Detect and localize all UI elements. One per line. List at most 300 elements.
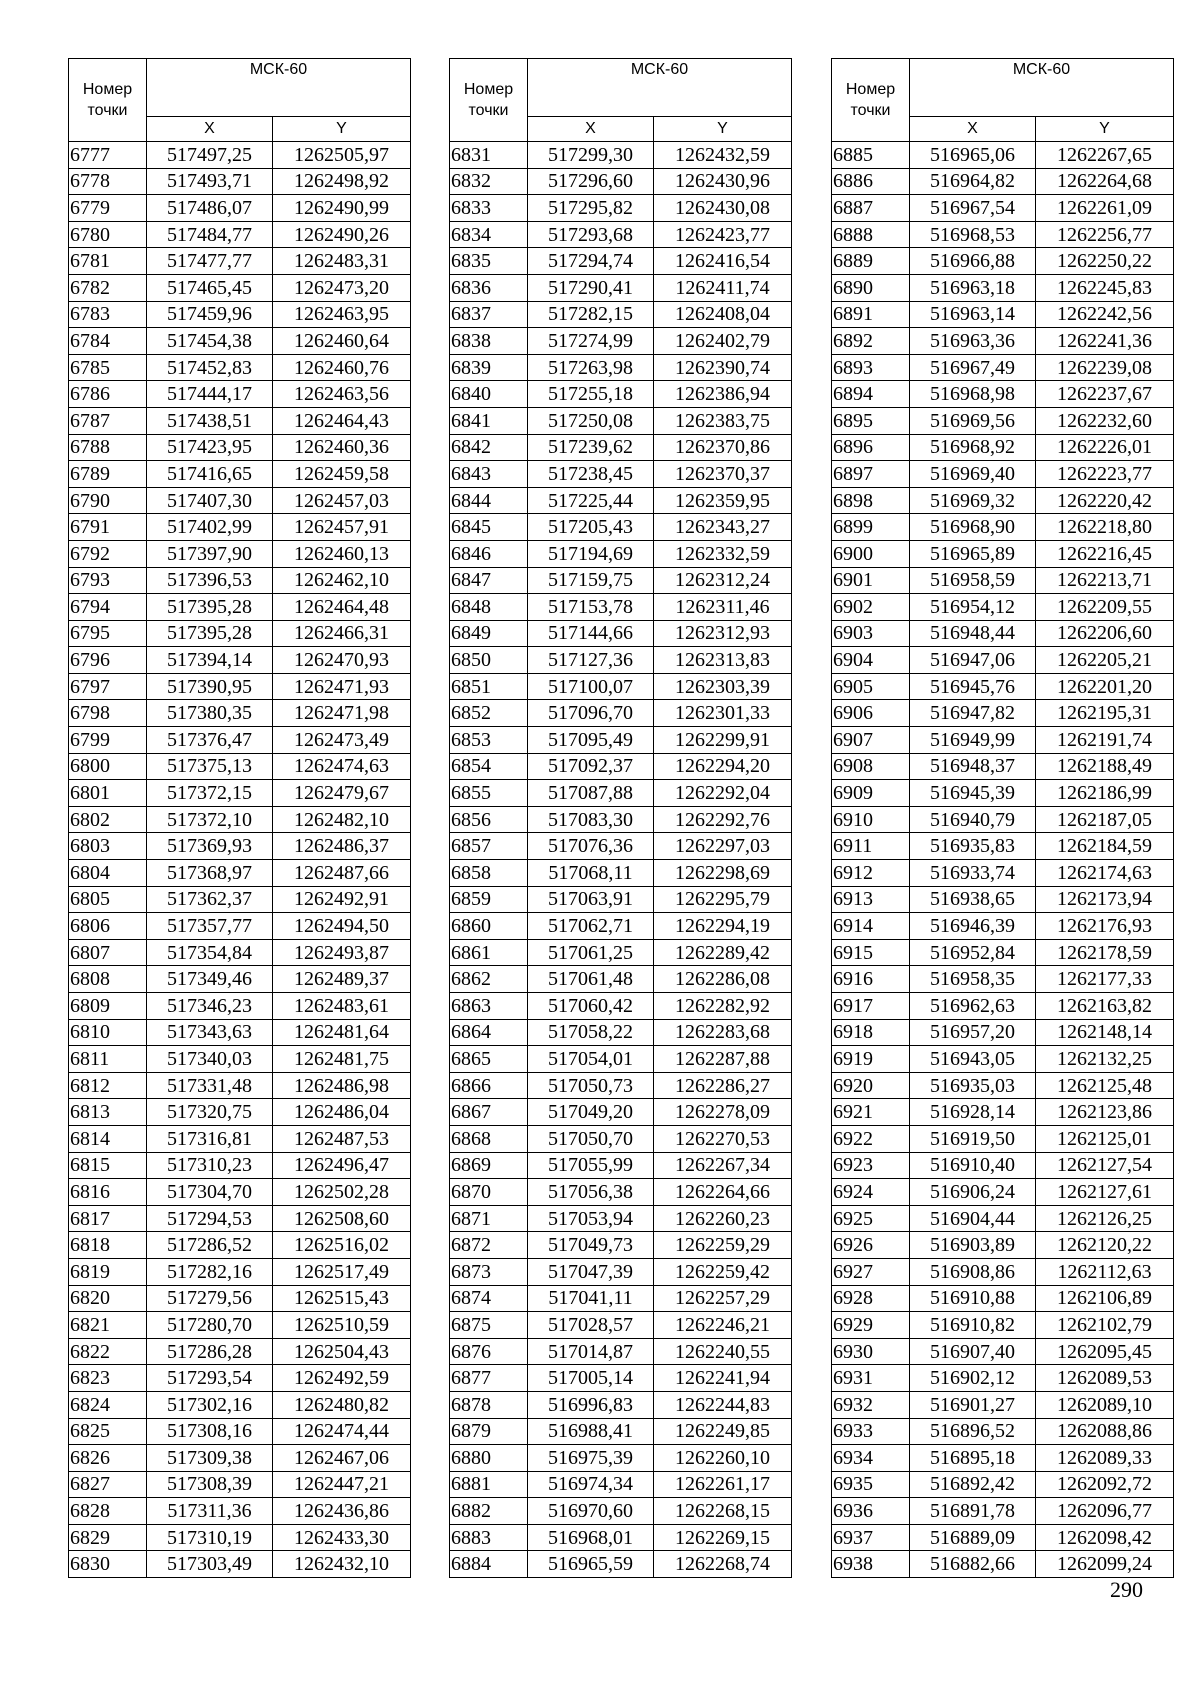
x-coordinate-cell: 517144,66	[528, 620, 654, 647]
x-coordinate-cell: 517083,30	[528, 806, 654, 833]
y-coordinate-cell: 1262294,20	[654, 753, 792, 780]
point-number-cell: 6802	[69, 806, 147, 833]
point-number-cell: 6794	[69, 594, 147, 621]
y-coordinate-cell: 1262270,53	[654, 1125, 792, 1152]
x-coordinate-cell: 517302,16	[147, 1391, 273, 1418]
y-coordinate-cell: 1262486,04	[273, 1099, 411, 1126]
point-number-cell: 6831	[450, 142, 528, 169]
x-coordinate-cell: 517346,23	[147, 993, 273, 1020]
y-coordinate-cell: 1262242,56	[1036, 301, 1174, 328]
y-coordinate-cell: 1262287,88	[654, 1046, 792, 1073]
x-coordinate-cell: 516962,63	[910, 993, 1036, 1020]
y-coordinate-cell: 1262269,15	[654, 1524, 792, 1551]
point-number-cell: 6917	[832, 993, 910, 1020]
y-coordinate-cell: 1262099,24	[1036, 1551, 1174, 1578]
x-coordinate-cell: 517299,30	[528, 142, 654, 169]
y-coordinate-cell: 1262213,71	[1036, 567, 1174, 594]
y-coordinate-cell: 1262089,53	[1036, 1365, 1174, 1392]
table-row	[450, 1179, 792, 1206]
x-coordinate-cell: 516958,35	[910, 966, 1036, 993]
point-number-cell: 6847	[450, 567, 528, 594]
y-coordinate-cell: 1262201,20	[1036, 673, 1174, 700]
y-coordinate-cell: 1262163,82	[1036, 993, 1174, 1020]
point-number-cell: 6814	[69, 1125, 147, 1152]
x-coordinate-cell: 517153,78	[528, 594, 654, 621]
point-number-cell: 6788	[69, 434, 147, 461]
y-coordinate-cell: 1262460,13	[273, 540, 411, 567]
point-number-cell: 6932	[832, 1391, 910, 1418]
y-coordinate-cell: 1262188,49	[1036, 753, 1174, 780]
y-coordinate-cell: 1262112,63	[1036, 1258, 1174, 1285]
x-coordinate-cell: 517402,99	[147, 514, 273, 541]
point-number-cell: 6870	[450, 1179, 528, 1206]
x-coordinate-cell: 516908,86	[910, 1258, 1036, 1285]
x-coordinate-cell: 517396,53	[147, 567, 273, 594]
y-coordinate-cell: 1262332,59	[654, 540, 792, 567]
table-row	[450, 939, 792, 966]
point-number-cell: 6795	[69, 620, 147, 647]
point-number-cell: 6926	[832, 1232, 910, 1259]
point-number-cell: 6880	[450, 1445, 528, 1472]
point-number-cell: 6879	[450, 1418, 528, 1445]
y-coordinate-cell: 1262492,59	[273, 1365, 411, 1392]
point-number-cell: 6836	[450, 274, 528, 301]
table-row	[69, 700, 411, 727]
point-number-cell: 6820	[69, 1285, 147, 1312]
point-number-cell: 6924	[832, 1179, 910, 1206]
point-number-cell: 6803	[69, 833, 147, 860]
x-coordinate-cell: 516945,39	[910, 780, 1036, 807]
x-coordinate-cell: 517290,41	[528, 274, 654, 301]
y-coordinate-cell: 1262106,89	[1036, 1285, 1174, 1312]
y-coordinate-cell: 1262390,74	[654, 354, 792, 381]
y-coordinate-cell: 1262241,36	[1036, 328, 1174, 355]
x-coordinate-cell: 517343,63	[147, 1019, 273, 1046]
y-coordinate-cell: 1262096,77	[1036, 1498, 1174, 1525]
table-row	[69, 381, 411, 408]
y-coordinate-cell: 1262487,66	[273, 860, 411, 887]
x-coordinate-cell: 517423,95	[147, 434, 273, 461]
table-row	[450, 487, 792, 514]
x-coordinate-cell: 517376,47	[147, 727, 273, 754]
y-coordinate-cell: 1262489,37	[273, 966, 411, 993]
x-coordinate-cell: 516969,40	[910, 461, 1036, 488]
table-row	[832, 620, 1174, 647]
x-coordinate-cell: 517061,48	[528, 966, 654, 993]
table-row	[450, 1445, 792, 1472]
point-number-cell: 6849	[450, 620, 528, 647]
point-number-cell: 6881	[450, 1471, 528, 1498]
point-number-cell: 6798	[69, 700, 147, 727]
y-coordinate-cell: 1262223,77	[1036, 461, 1174, 488]
x-coordinate-cell: 516947,82	[910, 700, 1036, 727]
point-number-cell: 6920	[832, 1072, 910, 1099]
point-number-cell: 6840	[450, 381, 528, 408]
y-coordinate-cell: 1262125,48	[1036, 1072, 1174, 1099]
y-coordinate-cell: 1262473,20	[273, 274, 411, 301]
table-row	[69, 1551, 411, 1578]
point-number-cell: 6936	[832, 1498, 910, 1525]
table-row	[450, 620, 792, 647]
x-coordinate-cell: 516891,78	[910, 1498, 1036, 1525]
table-row	[69, 407, 411, 434]
x-coordinate-cell: 517309,38	[147, 1445, 273, 1472]
point-number-cell: 6911	[832, 833, 910, 860]
x-coordinate-cell: 517390,95	[147, 673, 273, 700]
x-coordinate-cell: 517053,94	[528, 1205, 654, 1232]
x-coordinate-cell: 517282,16	[147, 1258, 273, 1285]
x-coordinate-cell: 516975,39	[528, 1445, 654, 1472]
point-number-cell: 6869	[450, 1152, 528, 1179]
y-coordinate-cell: 1262184,59	[1036, 833, 1174, 860]
x-coordinate-cell: 516968,98	[910, 381, 1036, 408]
point-number-cell: 6882	[450, 1498, 528, 1525]
x-coordinate-cell: 516946,39	[910, 913, 1036, 940]
point-number-cell: 6799	[69, 727, 147, 754]
table-row	[832, 860, 1174, 887]
y-coordinate-cell: 1262292,76	[654, 806, 792, 833]
y-coordinate-cell: 1262292,04	[654, 780, 792, 807]
y-coordinate-cell: 1262283,68	[654, 1019, 792, 1046]
table-row	[832, 1258, 1174, 1285]
y-header: Y	[1036, 117, 1174, 142]
point-number-cell: 6898	[832, 487, 910, 514]
table-row	[832, 993, 1174, 1020]
point-number-cell: 6925	[832, 1205, 910, 1232]
x-coordinate-cell: 517049,73	[528, 1232, 654, 1259]
y-coordinate-cell: 1262264,68	[1036, 168, 1174, 195]
x-coordinate-cell: 517407,30	[147, 487, 273, 514]
x-coordinate-cell: 517239,62	[528, 434, 654, 461]
point-number-cell: 6875	[450, 1312, 528, 1339]
table-row	[832, 434, 1174, 461]
x-coordinate-cell: 517055,99	[528, 1152, 654, 1179]
y-coordinate-cell: 1262259,42	[654, 1258, 792, 1285]
table-row	[832, 594, 1174, 621]
x-coordinate-cell: 516968,92	[910, 434, 1036, 461]
y-coordinate-cell: 1262195,31	[1036, 700, 1174, 727]
coordinate-system-header: МСК-60	[528, 59, 792, 117]
x-coordinate-cell: 517294,74	[528, 248, 654, 275]
point-number-cell: 6854	[450, 753, 528, 780]
x-coordinate-cell: 516966,88	[910, 248, 1036, 275]
table-row	[450, 1312, 792, 1339]
y-header: Y	[273, 117, 411, 142]
y-coordinate-cell: 1262416,54	[654, 248, 792, 275]
y-coordinate-cell: 1262370,86	[654, 434, 792, 461]
point-number-cell: 6837	[450, 301, 528, 328]
point-number-cell: 6790	[69, 487, 147, 514]
table-row	[450, 1418, 792, 1445]
table-row	[832, 700, 1174, 727]
x-coordinate-cell: 516970,60	[528, 1498, 654, 1525]
table-row	[69, 1338, 411, 1365]
table-row	[69, 1471, 411, 1498]
y-coordinate-cell: 1262481,64	[273, 1019, 411, 1046]
x-coordinate-cell: 517238,45	[528, 461, 654, 488]
table-row	[450, 1125, 792, 1152]
x-coordinate-cell: 516949,99	[910, 727, 1036, 754]
x-coordinate-cell: 517395,28	[147, 594, 273, 621]
y-coordinate-cell: 1262480,82	[273, 1391, 411, 1418]
point-number-cell: 6827	[69, 1471, 147, 1498]
point-number-header: Номер точки	[69, 59, 147, 142]
x-coordinate-cell: 517372,10	[147, 806, 273, 833]
table-row	[832, 727, 1174, 754]
point-number-cell: 6821	[69, 1312, 147, 1339]
y-coordinate-cell: 1262245,83	[1036, 274, 1174, 301]
point-number-cell: 6935	[832, 1471, 910, 1498]
y-coordinate-cell: 1262174,63	[1036, 860, 1174, 887]
y-coordinate-cell: 1262447,21	[273, 1471, 411, 1498]
y-coordinate-cell: 1262303,39	[654, 673, 792, 700]
table-row	[450, 833, 792, 860]
point-number-cell: 6859	[450, 886, 528, 913]
point-number-cell: 6873	[450, 1258, 528, 1285]
x-coordinate-cell: 516933,74	[910, 860, 1036, 887]
table-row	[450, 806, 792, 833]
x-coordinate-cell: 516968,53	[910, 221, 1036, 248]
point-number-cell: 6930	[832, 1338, 910, 1365]
table-row	[832, 540, 1174, 567]
table-row	[832, 274, 1174, 301]
x-coordinate-cell: 517041,11	[528, 1285, 654, 1312]
y-coordinate-cell: 1262250,22	[1036, 248, 1174, 275]
point-number-cell: 6819	[69, 1258, 147, 1285]
x-coordinate-cell: 516965,06	[910, 142, 1036, 169]
table-row	[69, 301, 411, 328]
table-row	[69, 142, 411, 169]
table-row	[832, 1046, 1174, 1073]
x-coordinate-cell: 517005,14	[528, 1365, 654, 1392]
x-coordinate-cell: 516969,56	[910, 407, 1036, 434]
y-coordinate-cell: 1262237,67	[1036, 381, 1174, 408]
point-number-cell: 6903	[832, 620, 910, 647]
x-coordinate-cell: 517454,38	[147, 328, 273, 355]
y-coordinate-cell: 1262286,27	[654, 1072, 792, 1099]
y-coordinate-cell: 1262311,46	[654, 594, 792, 621]
y-coordinate-cell: 1262132,25	[1036, 1046, 1174, 1073]
table-row	[69, 1312, 411, 1339]
table-row	[69, 1179, 411, 1206]
point-number-cell: 6841	[450, 407, 528, 434]
table-row	[450, 1471, 792, 1498]
y-coordinate-cell: 1262246,21	[654, 1312, 792, 1339]
x-coordinate-cell: 516889,09	[910, 1524, 1036, 1551]
y-coordinate-cell: 1262494,50	[273, 913, 411, 940]
table-row	[832, 647, 1174, 674]
point-number-cell: 6812	[69, 1072, 147, 1099]
table-row	[450, 1099, 792, 1126]
point-number-cell: 6896	[832, 434, 910, 461]
point-number-cell: 6806	[69, 913, 147, 940]
point-number-cell: 6809	[69, 993, 147, 1020]
y-coordinate-cell: 1262482,10	[273, 806, 411, 833]
x-coordinate-cell: 517096,70	[528, 700, 654, 727]
x-coordinate-cell: 516919,50	[910, 1125, 1036, 1152]
table-row	[69, 1365, 411, 1392]
y-coordinate-cell: 1262205,21	[1036, 647, 1174, 674]
coordinate-table-1	[68, 58, 411, 1578]
y-coordinate-cell: 1262430,96	[654, 168, 792, 195]
table-row	[450, 1232, 792, 1259]
x-coordinate-cell: 516940,79	[910, 806, 1036, 833]
point-number-cell: 6797	[69, 673, 147, 700]
table-row	[832, 168, 1174, 195]
point-number-cell: 6791	[69, 514, 147, 541]
table-row	[832, 221, 1174, 248]
x-coordinate-cell: 517416,65	[147, 461, 273, 488]
y-coordinate-cell: 1262436,86	[273, 1498, 411, 1525]
table-row	[450, 1524, 792, 1551]
y-coordinate-cell: 1262486,37	[273, 833, 411, 860]
x-coordinate-cell: 517459,96	[147, 301, 273, 328]
x-coordinate-cell: 517303,49	[147, 1551, 273, 1578]
x-coordinate-cell: 517280,70	[147, 1312, 273, 1339]
table-row	[832, 1099, 1174, 1126]
x-coordinate-cell: 517311,36	[147, 1498, 273, 1525]
point-number-cell: 6793	[69, 567, 147, 594]
table-row	[832, 1019, 1174, 1046]
y-coordinate-cell: 1262206,60	[1036, 620, 1174, 647]
x-coordinate-cell: 517340,03	[147, 1046, 273, 1073]
y-coordinate-cell: 1262256,77	[1036, 221, 1174, 248]
point-number-cell: 6832	[450, 168, 528, 195]
table-row	[69, 913, 411, 940]
point-number-cell: 6905	[832, 673, 910, 700]
x-coordinate-cell: 517295,82	[528, 195, 654, 222]
point-number-cell: 6906	[832, 700, 910, 727]
y-coordinate-cell: 1262515,43	[273, 1285, 411, 1312]
x-coordinate-cell: 517194,69	[528, 540, 654, 567]
x-coordinate-cell: 516902,12	[910, 1365, 1036, 1392]
point-number-cell: 6851	[450, 673, 528, 700]
point-number-cell: 6863	[450, 993, 528, 1020]
x-header: X	[910, 117, 1036, 142]
coordinate-table-3	[831, 58, 1174, 1578]
x-coordinate-cell: 516895,18	[910, 1445, 1036, 1472]
y-coordinate-cell: 1262299,91	[654, 727, 792, 754]
y-coordinate-cell: 1262459,58	[273, 461, 411, 488]
point-number-cell: 6908	[832, 753, 910, 780]
table-row	[450, 514, 792, 541]
x-coordinate-cell: 517375,13	[147, 753, 273, 780]
y-coordinate-cell: 1262240,55	[654, 1338, 792, 1365]
y-coordinate-cell: 1262178,59	[1036, 939, 1174, 966]
table-row	[832, 461, 1174, 488]
y-coordinate-cell: 1262460,64	[273, 328, 411, 355]
x-coordinate-cell: 516988,41	[528, 1418, 654, 1445]
x-coordinate-cell: 517368,97	[147, 860, 273, 887]
x-coordinate-cell: 517493,71	[147, 168, 273, 195]
x-coordinate-cell: 516965,89	[910, 540, 1036, 567]
table-row	[450, 142, 792, 169]
y-coordinate-cell: 1262295,79	[654, 886, 792, 913]
table-row	[69, 248, 411, 275]
x-coordinate-cell: 517444,17	[147, 381, 273, 408]
x-coordinate-cell: 517296,60	[528, 168, 654, 195]
y-coordinate-cell: 1262408,04	[654, 301, 792, 328]
x-coordinate-cell: 516892,42	[910, 1471, 1036, 1498]
point-number-cell: 6904	[832, 647, 910, 674]
x-coordinate-cell: 517159,75	[528, 567, 654, 594]
table-row	[450, 727, 792, 754]
point-number-cell: 6900	[832, 540, 910, 567]
y-coordinate-cell: 1262473,49	[273, 727, 411, 754]
y-coordinate-cell: 1262173,94	[1036, 886, 1174, 913]
point-number-cell: 6783	[69, 301, 147, 328]
y-coordinate-cell: 1262226,01	[1036, 434, 1174, 461]
x-coordinate-cell: 517028,57	[528, 1312, 654, 1339]
point-number-cell: 6805	[69, 886, 147, 913]
x-coordinate-cell: 517061,25	[528, 939, 654, 966]
y-coordinate-cell: 1262220,42	[1036, 487, 1174, 514]
table-row	[450, 1498, 792, 1525]
x-coordinate-cell: 517293,54	[147, 1365, 273, 1392]
table-row	[69, 354, 411, 381]
table-row	[69, 966, 411, 993]
y-coordinate-cell: 1262432,59	[654, 142, 792, 169]
x-coordinate-cell: 517047,39	[528, 1258, 654, 1285]
point-number-cell: 6796	[69, 647, 147, 674]
y-coordinate-cell: 1262298,69	[654, 860, 792, 887]
point-number-cell: 6933	[832, 1418, 910, 1445]
table-row	[832, 567, 1174, 594]
point-number-cell: 6878	[450, 1391, 528, 1418]
y-coordinate-cell: 1262510,59	[273, 1312, 411, 1339]
point-number-cell: 6834	[450, 221, 528, 248]
point-number-cell: 6860	[450, 913, 528, 940]
table-row	[450, 700, 792, 727]
x-coordinate-cell: 517058,22	[528, 1019, 654, 1046]
y-coordinate-cell: 1262260,23	[654, 1205, 792, 1232]
x-coordinate-cell: 517486,07	[147, 195, 273, 222]
table-row	[832, 1152, 1174, 1179]
point-number-cell: 6864	[450, 1019, 528, 1046]
point-number-cell: 6804	[69, 860, 147, 887]
point-number-cell: 6839	[450, 354, 528, 381]
y-coordinate-cell: 1262241,94	[654, 1365, 792, 1392]
table-row	[450, 886, 792, 913]
x-coordinate-cell: 517484,77	[147, 221, 273, 248]
point-number-cell: 6852	[450, 700, 528, 727]
x-coordinate-cell: 516968,01	[528, 1524, 654, 1551]
y-coordinate-cell: 1262430,08	[654, 195, 792, 222]
point-number-cell: 6927	[832, 1258, 910, 1285]
table-row	[832, 673, 1174, 700]
table-row	[450, 1338, 792, 1365]
y-coordinate-cell: 1262457,91	[273, 514, 411, 541]
point-number-cell: 6861	[450, 939, 528, 966]
point-number-cell: 6915	[832, 939, 910, 966]
x-coordinate-cell: 516903,89	[910, 1232, 1036, 1259]
point-number-cell: 6921	[832, 1099, 910, 1126]
table-row	[69, 1391, 411, 1418]
x-coordinate-cell: 516904,44	[910, 1205, 1036, 1232]
point-number-cell: 6899	[832, 514, 910, 541]
point-number-cell: 6918	[832, 1019, 910, 1046]
table-row	[69, 833, 411, 860]
x-header: X	[147, 117, 273, 142]
y-coordinate-cell: 1262359,95	[654, 487, 792, 514]
y-coordinate-cell: 1262464,43	[273, 407, 411, 434]
x-coordinate-cell: 517465,45	[147, 274, 273, 301]
table-row	[832, 514, 1174, 541]
table-row	[832, 966, 1174, 993]
table-row	[450, 407, 792, 434]
x-coordinate-cell: 517056,38	[528, 1179, 654, 1206]
table-row	[832, 328, 1174, 355]
